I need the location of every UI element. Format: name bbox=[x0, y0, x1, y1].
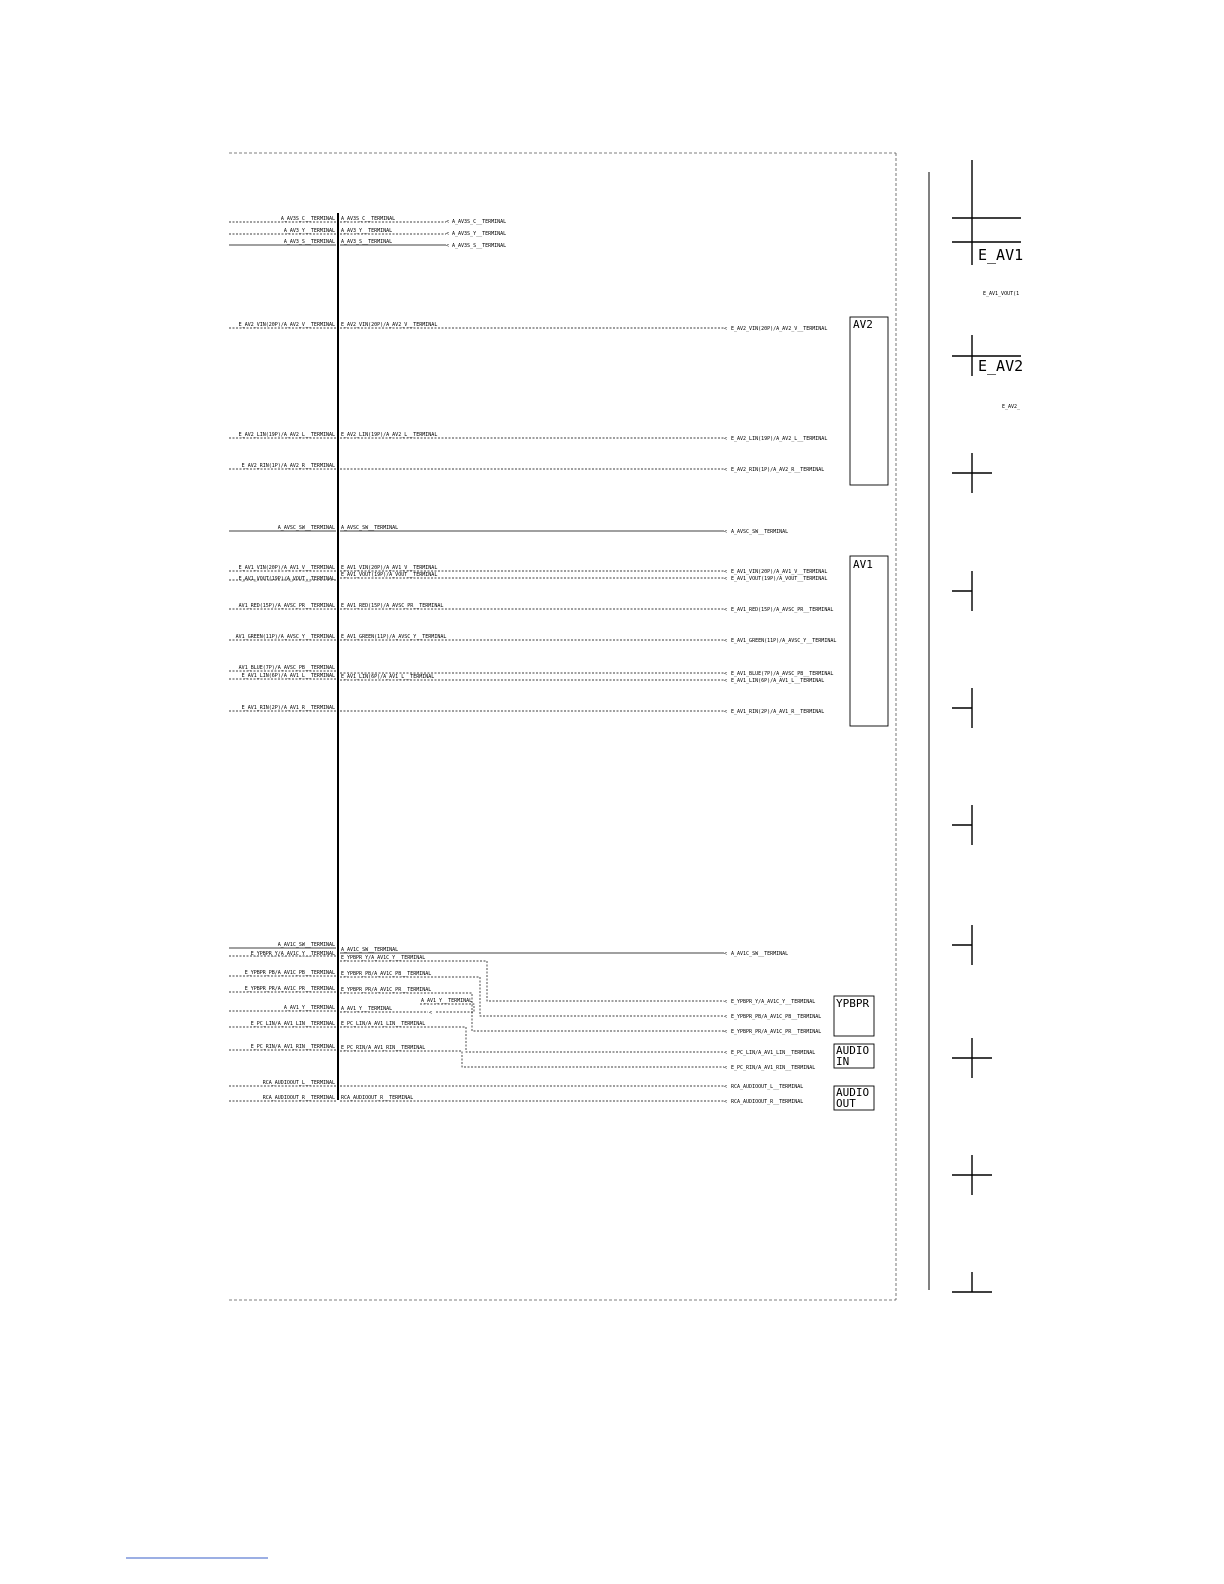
signal-left-label: RCA_AUDIOOUT_R__TERMINAL bbox=[262, 1095, 335, 1101]
audio-in-box-label-line1: AUDIO bbox=[836, 1044, 870, 1057]
side-marker bbox=[952, 1038, 992, 1078]
connector-right-label: < bbox=[724, 529, 728, 535]
side-marker bbox=[952, 688, 972, 728]
connector-right-label: < bbox=[724, 1084, 728, 1090]
audio-in-connector-box bbox=[834, 1044, 874, 1068]
signal-row bbox=[229, 216, 506, 225]
jumper-label: A_AV1_Y__TERMINAL bbox=[421, 998, 473, 1004]
connector-right-label: < bbox=[724, 1014, 728, 1020]
signal-left-label: E_AV1_LIN(6P)/A_AV1_L__TERMINAL bbox=[241, 673, 335, 679]
signal-left-label: E_PC_RIN/A_AV1_RIN__TERMINAL bbox=[250, 1044, 335, 1050]
signal-left-label: E_YPBPR_PR/A_AV1C_PR__TERMINAL bbox=[244, 986, 335, 992]
signal-right-label: E_AV1_VOUT(19P)/A_VOUT__TERMINAL bbox=[731, 576, 828, 582]
side-marker bbox=[952, 925, 972, 965]
signal-row bbox=[229, 525, 788, 535]
signal-left-label: AV1_BLUE(7P)/A_AVSC_PB__TERMINAL bbox=[238, 665, 335, 671]
signal-left-label: A_AVSC_SW__TERMINAL bbox=[277, 525, 335, 531]
signal-right-label: A_AV3S_Y__TERMINAL bbox=[452, 231, 507, 237]
signal-row bbox=[229, 603, 833, 613]
connector-right-label: < bbox=[724, 467, 728, 473]
side-label-e-av1: E_AV1 bbox=[978, 246, 1024, 264]
connector-right-label: < bbox=[724, 638, 728, 644]
side-marker bbox=[952, 1272, 992, 1292]
signal-right-label: E_PC_LIN/A_AV1_LIN__TERMINAL bbox=[731, 1050, 816, 1056]
side-marker bbox=[952, 571, 972, 611]
av2-connector-box bbox=[850, 317, 888, 485]
signal-row bbox=[229, 239, 506, 249]
signal-mid-label: E_AV2_LIN(19P)/A_AV2_L__TERMINAL bbox=[341, 432, 438, 438]
audio-out-box-label-line2: OUT bbox=[836, 1097, 856, 1110]
signal-mid-label: E_AV1_VOUT(19P)/A_VOUT__TERMINAL bbox=[341, 572, 438, 578]
signal-row bbox=[229, 951, 815, 1005]
connector-right-label: < bbox=[446, 219, 450, 225]
signal-right-label: A_AV3S_S__TERMINAL bbox=[452, 243, 507, 249]
signal-left-label: A_AV1_Y__TERMINAL bbox=[283, 1005, 335, 1011]
audio-out-connector-box bbox=[834, 1086, 874, 1110]
connector-right-label: < bbox=[724, 576, 728, 582]
signal-row bbox=[229, 705, 824, 715]
signal-mid-label: E_AV1_GREEN(11P)/A_AVSC_Y__TERMINAL bbox=[341, 634, 447, 640]
signal-left-label: A_AV1C_SW__TERMINAL bbox=[277, 942, 335, 948]
signal-mid-label: E_YPBPR_PB/A_AV1C_PB__TERMINAL bbox=[341, 971, 432, 977]
signal-right-label: E_AV1_VIN(20P)/A_AV1_V__TERMINAL bbox=[731, 569, 828, 575]
signal-mid-label: E_AV1_RED(15P)/A_AVSC_PR__TERMINAL bbox=[341, 603, 444, 609]
signal-mid-label: A_AV3S_C__TERMINAL bbox=[341, 216, 396, 222]
signal-right-label: A_AV3S_C__TERMINAL bbox=[452, 219, 507, 225]
signal-left-label: E_AV2_VIN(20P)/A_AV2_V__TERMINAL bbox=[238, 322, 335, 328]
signal-left-label: A_AV3_Y__TERMINAL bbox=[283, 228, 335, 234]
signal-right-label: E_YPBPR_PB/A_AV1C_PB__TERMINAL bbox=[731, 1014, 822, 1020]
signal-row bbox=[229, 998, 474, 1016]
connector-right-label: < bbox=[724, 1050, 728, 1056]
connector-right-label: < bbox=[724, 1029, 728, 1035]
ypbpr-box-label: YPBPR bbox=[836, 997, 870, 1010]
connector-right-label: < bbox=[724, 671, 728, 677]
signal-row bbox=[229, 228, 506, 237]
side-small-label-2: E_AV2_ bbox=[1002, 404, 1021, 410]
signal-mid-label: RCA_AUDIOOUT_R__TERMINAL bbox=[341, 1095, 414, 1101]
connector-right-label: < bbox=[724, 678, 728, 684]
signal-mid-label: A_AV3_S__TERMINAL bbox=[341, 239, 393, 245]
signal-right-label: E_YPBPR_PR/A_AV1C_PR__TERMINAL bbox=[731, 1029, 822, 1035]
signal-right-label: E_PC_RIN/A_AV1_RIN__TERMINAL bbox=[731, 1065, 816, 1071]
signal-row bbox=[229, 634, 836, 644]
signal-row bbox=[229, 1095, 803, 1105]
signal-right-label: E_AV2_RIN(1P)/A_AV2_R__TERMINAL bbox=[731, 467, 825, 473]
signal-right-label: E_AV2_VIN(20P)/A_AV2_V__TERMINAL bbox=[731, 326, 828, 332]
connector-right-label: < bbox=[724, 951, 728, 957]
signal-row bbox=[229, 322, 827, 332]
connector-right-label: < bbox=[724, 569, 728, 575]
signal-left-label: E_AV2_RIN(1P)/A_AV2_R__TERMINAL bbox=[241, 463, 335, 469]
signal-mid-label: A_AV1_Y__TERMINAL bbox=[341, 1006, 393, 1012]
signal-mid-label: E_AV1_LIN(6P)/A_AV1_L__TERMINAL bbox=[341, 674, 435, 680]
signal-right-label: A_AV1C_SW__TERMINAL bbox=[731, 951, 789, 957]
signal-right-label: A_AVSC_SW__TERMINAL bbox=[731, 529, 789, 535]
signal-right-label: E_AV1_GREEN(11P)/A_AVSC_Y__TERMINAL bbox=[731, 638, 837, 644]
signal-mid-label: E_AV2_VIN(20P)/A_AV2_V__TERMINAL bbox=[341, 322, 438, 328]
connector-right-label: < bbox=[724, 607, 728, 613]
signal-left-label: E_YPBPR_PB/A_AV1C_PB__TERMINAL bbox=[244, 970, 335, 976]
signal-right-label: E_YPBPR_Y/A_AV1C_Y__TERMINAL bbox=[731, 999, 816, 1005]
signal-row bbox=[229, 1044, 815, 1071]
signal-left-label: E_AV1_VIN(20P)/A_AV1_V__TERMINAL bbox=[238, 565, 335, 571]
audio-in-box-label-line2: IN bbox=[836, 1055, 850, 1068]
signal-left-label: A_AV3S_C__TERMINAL bbox=[280, 216, 335, 222]
signal-right-label: E_AV1_BLUE(7P)/A_AVSC_PB__TERMINAL bbox=[731, 671, 834, 677]
side-marker bbox=[952, 453, 992, 493]
signal-mid-label: E_YPBPR_Y/A_AV1C_Y__TERMINAL bbox=[341, 955, 426, 961]
connector-right-label: < bbox=[724, 436, 728, 442]
signal-left-label: AV1_RED(15P)/A_AVSC_PR__TERMINAL bbox=[238, 603, 335, 609]
signal-row bbox=[229, 565, 827, 575]
signal-right-label: E_AV1_RIN(2P)/A_AV1_R__TERMINAL bbox=[731, 709, 825, 715]
signal-right-label: RCA_AUDIOOUT_L__TERMINAL bbox=[731, 1084, 804, 1090]
signal-row bbox=[229, 970, 821, 1020]
connector-right-label: < bbox=[429, 1010, 433, 1016]
av2-box-label: AV2 bbox=[853, 318, 873, 331]
connector-right-label: < bbox=[446, 243, 450, 249]
connector-right-label: < bbox=[724, 326, 728, 332]
signal-mid-label: E_YPBPR_PR/A_AV1C_PR__TERMINAL bbox=[341, 987, 432, 993]
signal-row bbox=[229, 1021, 815, 1056]
signal-mid-label: A_AV3_Y__TERMINAL bbox=[341, 228, 393, 234]
signal-mid-label: E_AV1_VIN(20P)/A_AV1_V__TERMINAL bbox=[341, 565, 438, 571]
connector-right-label: < bbox=[724, 1099, 728, 1105]
signal-row bbox=[229, 463, 824, 473]
signal-right-label: E_AV1_RED(15P)/A_AVSC_PR__TERMINAL bbox=[731, 607, 834, 613]
side-small-label-1: E_AV1_VOUT(1 bbox=[983, 291, 1020, 297]
signal-left-label: RCA_AUDIOOUT_L__TERMINAL bbox=[262, 1080, 335, 1086]
signal-left-label: E_YPBPR_Y/A_AV1C_Y__TERMINAL bbox=[250, 951, 335, 957]
signal-left-label: E_AV1_VOUT(19P)/A_VOUT__TERMINAL bbox=[238, 576, 335, 582]
side-marker bbox=[952, 1155, 992, 1195]
signal-row bbox=[229, 1080, 803, 1090]
signal-right-label: RCA_AUDIOOUT_R__TERMINAL bbox=[731, 1099, 804, 1105]
audio-out-box-label-line1: AUDIO bbox=[836, 1086, 870, 1099]
signal-mid-label: E_PC_LIN/A_AV1_LIN__TERMINAL bbox=[341, 1021, 426, 1027]
connector-right-label: < bbox=[724, 999, 728, 1005]
av1-connector-box bbox=[850, 556, 888, 726]
side-label-e-av2: E_AV2 bbox=[978, 357, 1024, 375]
signal-left-label: E_PC_LIN/A_AV1_LIN__TERMINAL bbox=[250, 1021, 335, 1027]
connector-right-label: < bbox=[446, 231, 450, 237]
signal-right-label: E_AV2_LIN(19P)/A_AV2_L__TERMINAL bbox=[731, 436, 828, 442]
ypbpr-connector-box bbox=[834, 996, 874, 1036]
signal-row bbox=[229, 432, 827, 442]
signal-left-label: AV1_GREEN(11P)/A_AVSC_Y__TERMINAL bbox=[235, 634, 335, 640]
signal-left-label: A_AV3_S__TERMINAL bbox=[283, 239, 335, 245]
connector-right-label: < bbox=[724, 709, 728, 715]
signal-mid-label: E_PC_RIN/A_AV1_RIN__TERMINAL bbox=[341, 1045, 426, 1051]
signal-mid-label: A_AV1C_SW__TERMINAL bbox=[341, 947, 399, 953]
signal-left-label: E_AV2_LIN(19P)/A_AV2_L__TERMINAL bbox=[238, 432, 335, 438]
signal-mid-label: A_AVSC_SW__TERMINAL bbox=[341, 525, 399, 531]
signal-left-label: E_AV1_RIN(2P)/A_AV1_R__TERMINAL bbox=[241, 705, 335, 711]
signal-right-label: E_AV1_LIN(6P)/A_AV1_L__TERMINAL bbox=[731, 678, 825, 684]
side-marker bbox=[952, 805, 972, 845]
connector-right-label: < bbox=[724, 1065, 728, 1071]
av1-box-label: AV1 bbox=[853, 558, 873, 571]
